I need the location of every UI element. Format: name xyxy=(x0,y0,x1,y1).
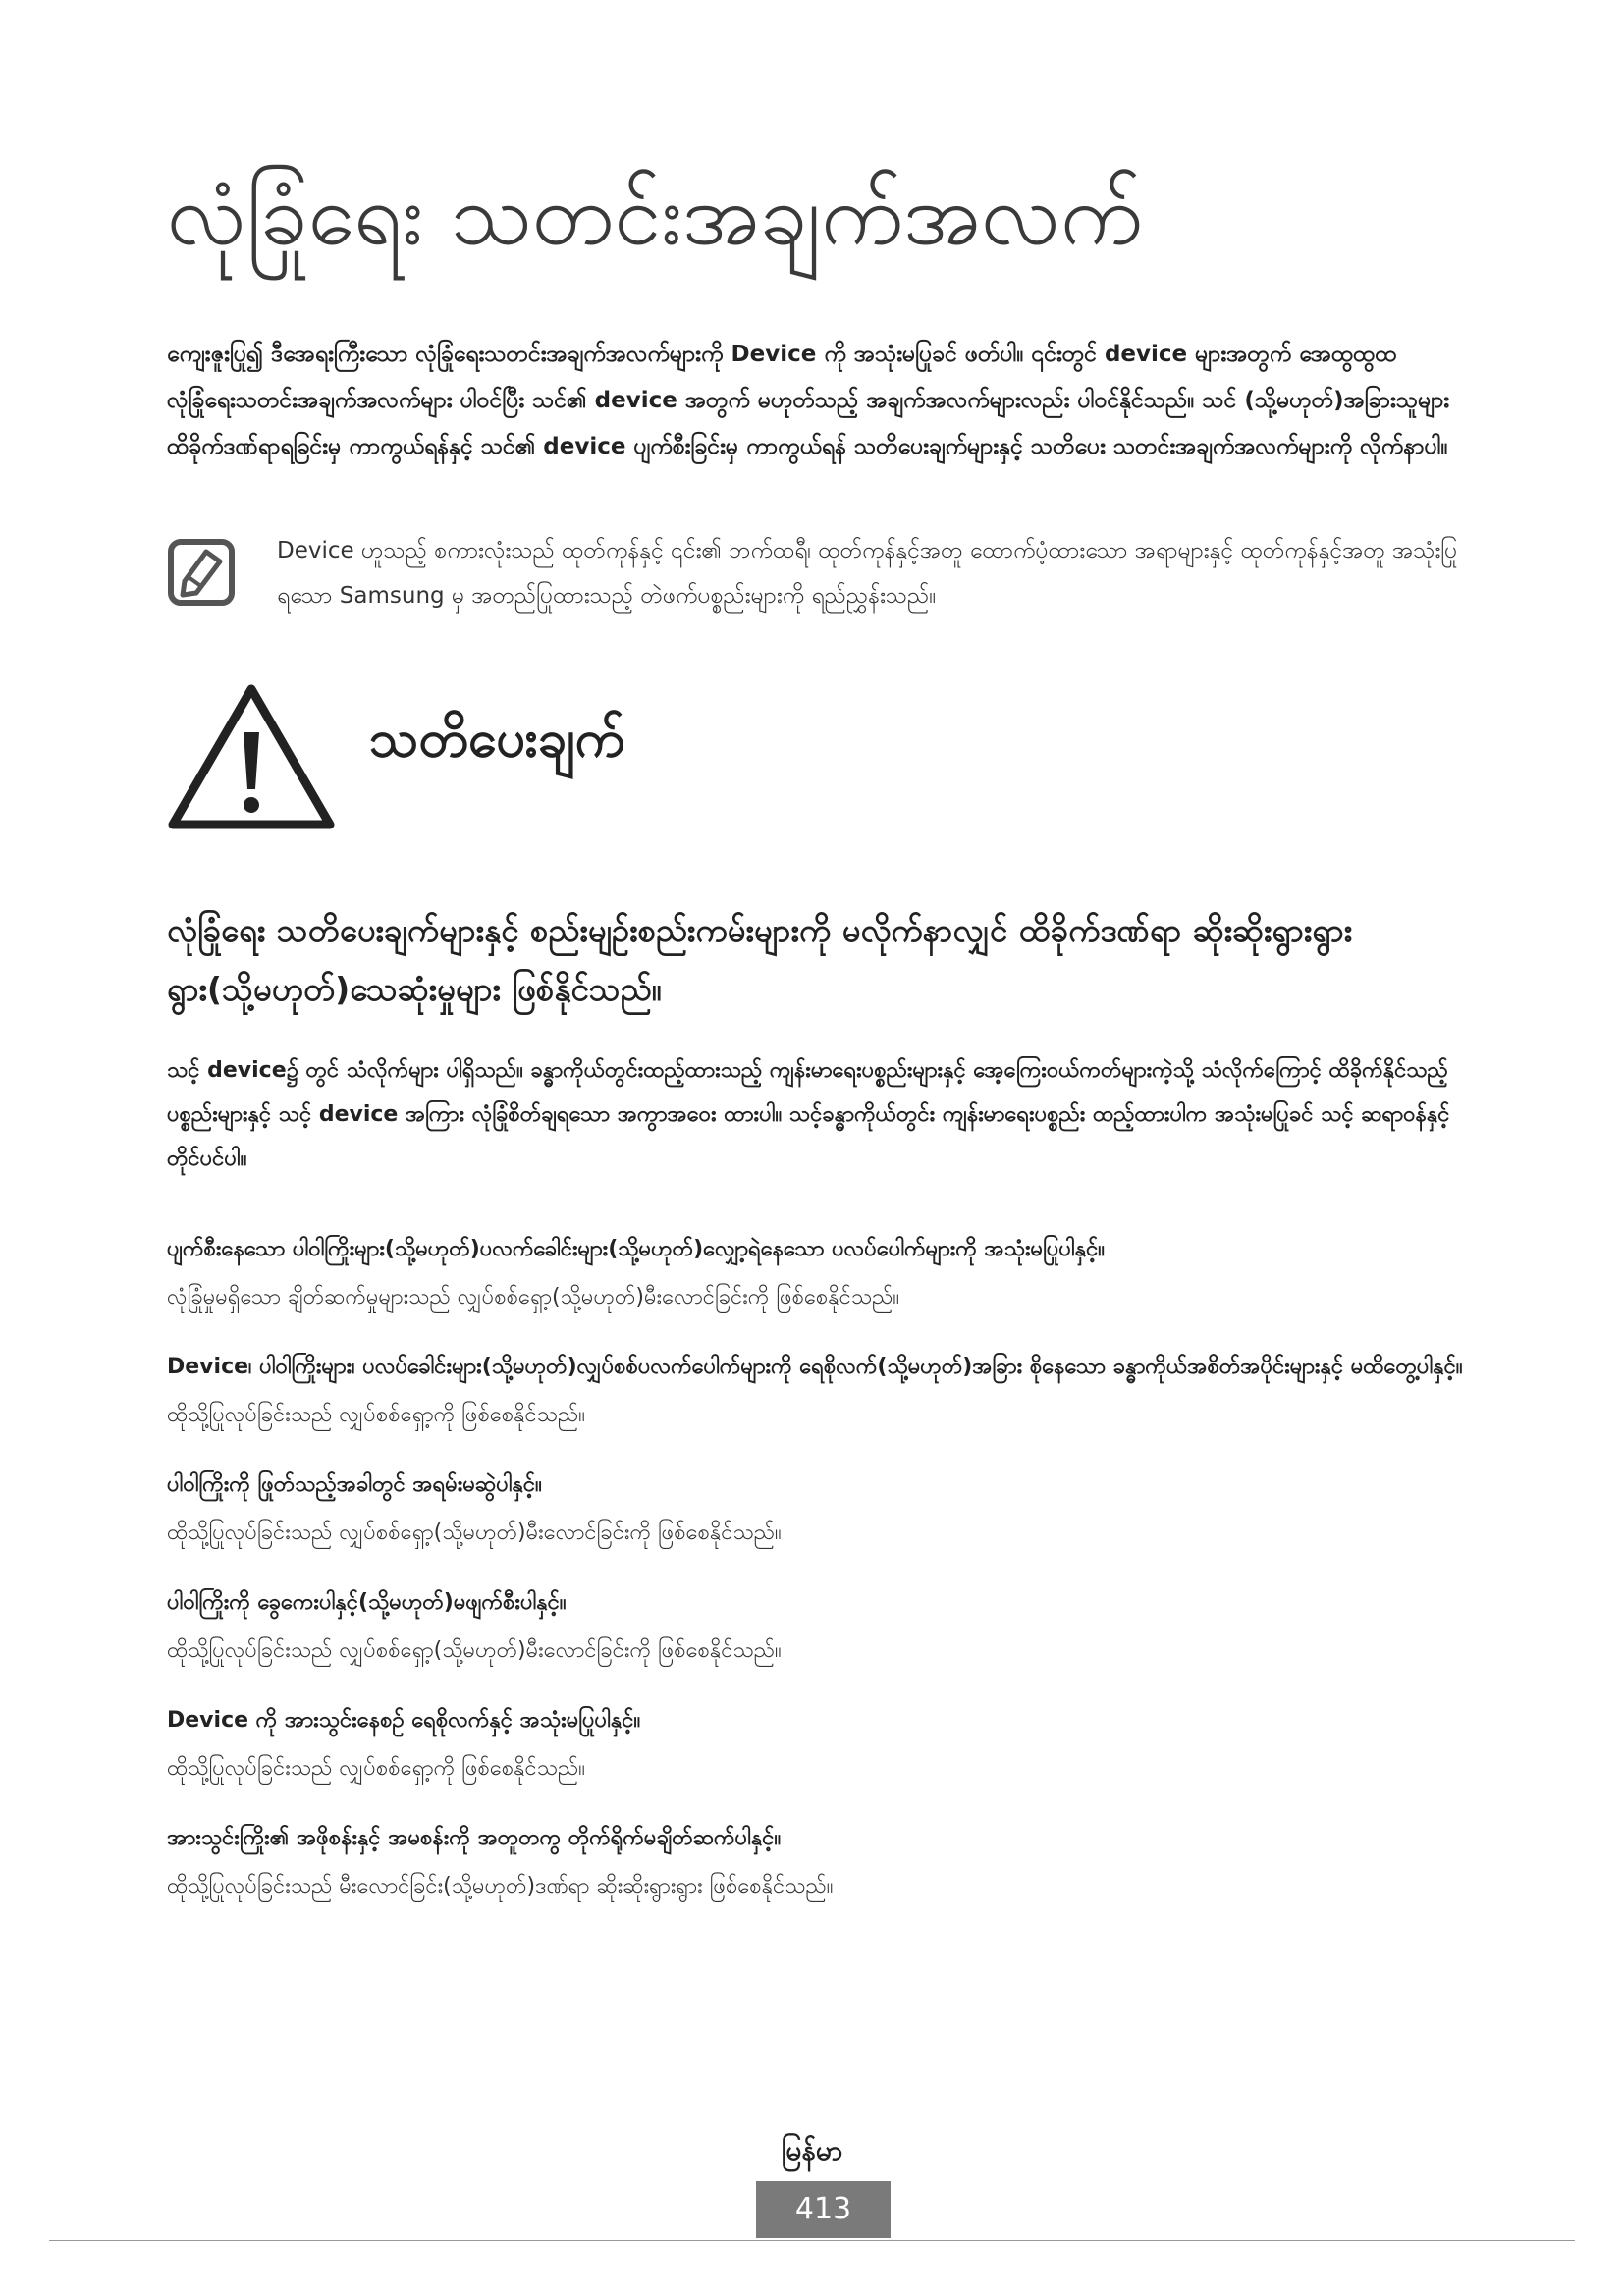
warning-lead: လုံခြုံရေး သတိပေးချက်များနှင့် စည်းမျဥ်းစည်းကမ်းများကို မလိုက်နာလျှင် ထိခိုက်ဒဏ်ရာ ဆိုးဆိုးရွားရွားရွား(သို့မဟုတ်)သေဆုံးမှုများ ဖြစ်နိုင်သည်။ xyxy=(167,911,1353,1008)
item-body: ထိုသို့ပြုလုပ်ခြင်းသည် လျှပ်စစ်ရှော့ကို ဖြစ်စေနိုင်သည်။ xyxy=(167,1403,585,1427)
warning-heading: သတိပေးချက် xyxy=(369,710,625,769)
item-body: ထိုသို့ပြုလုပ်ခြင်းသည် လျှပ်စစ်ရှော့(သို့မဟုတ်)မီးလောင်ခြင်းကို ဖြစ်စေနိုင်သည်။ xyxy=(167,1638,782,1663)
item-body: ထိုသို့ပြုလုပ်ခြင်းသည် လျှပ်စစ်ရှော့(သို့မဟုတ်)မီးလောင်ခြင်းကို ဖြစ်စေနိုင်သည်။ xyxy=(167,1521,782,1545)
item-heading: ပါဝါကြိုးကို ဖြုတ်သည့်အခါတွင် အရမ်းမဆွဲပါနှင့်။ xyxy=(167,1472,542,1497)
footer-language: မြန်မာ xyxy=(781,2134,843,2166)
item-body: လုံခြုံမှုမရှိသော ချိတ်ဆက်မှုများသည် လျှပ်စစ်ရှော့(သို့မဟုတ်)မီးလောင်ခြင်းကို ဖြစ်စေနိုင်သည်။ xyxy=(167,1285,900,1309)
item-body: ထိုသို့ပြုလုပ်ခြင်းသည် မီးလောင်ခြင်း(သို့မဟုတ်)ဒဏ်ရာ ဆိုးဆိုးရွားရွား ဖြစ်စေနိုင်သည်။ xyxy=(167,1874,834,1898)
list-item xyxy=(167,1345,1473,1437)
note-text: Device ဟူသည့် စကားလုံးသည် ထုတ်ကုန်နှင့် ၎င်း၏ ဘက်ထရီ၊ ထုတ်ကုန်နှင့်အတူ ထောက်ပံ့ထားသော အရာများနှင့် ထုတ်ကုန်နှင့်အတူ အသုံးပြုရသော Samsung မှ အတည်ပြုထားသည့် တဲဖက်ပစ္စည်းများကို ရည်ညွှန်းသည်။ xyxy=(277,538,1458,609)
item-heading: Device ကို အားသွင်းနေစဥ် ရေစိုလက်နှင့် အသုံးမပြုပါနှင့်။ xyxy=(167,1708,641,1733)
item-heading: အားသွင်းကြိုး၏ အဖိုစန်းနှင့် အမစန်းကို အတူတကွ တိုက်ရိုက်မချိတ်ဆက်ပါနှင့်။ xyxy=(167,1826,782,1850)
intro-paragraph: ကျေးဇူးပြု၍ ဒီအေရးကြီးသော လုံခြုံရေးသတင်းအချက်အလက်များကို Device ကို အသုံးမပြုခင် ဖတ်ပါ။ ၎င်းတွင် device များအတွက် အေထွထွထ လုံခြုံရေးသတင်းအချက်အလက်များ ပါဝင်ပြီး သင်၏ device အတွက် မဟုတ်သည့် အချက်အလက်များလည်း ပါဝင်နိုင်သည်။ သင် (သို့မဟုတ်)အခြားသူများ ထိခိုက်ဒဏ်ရာရခြင်းမှ ကာကွယ်ရန်နှင့် သင်၏ device ပျက်စီးခြင်းမှ ကာကွယ်ရန် သတိပေးချက်များနှင့် သတိပေး သတင်းအချက်အလက်များကို လိုက်နာပါ။ xyxy=(167,342,1450,459)
item-heading: ပျက်စီးနေသော ပါဝါကြိုးများ(သို့မဟုတ်)ပလက်ခေါင်းများ(သို့မဟုတ်)လျှော့ရဲနေသော ပလပ်ပေါက်များကို အသုံးမပြုပါနှင့်။ xyxy=(167,1237,1105,1261)
warning-paragraph: သင့် device၌ တွင် သံလိုက်များ ပါရှိသည်။ ခန္ဓာကိုယ်တွင်းထည့်ထားသည့် ကျန်းမာရေးပစ္စည်းများနှင့် အေ့ကြေးဝယ်ကတ်များကဲ့သို့ သံလိုက်ကြောင့် ထိခိုက်နိုင်သည့် ပစ္စည်းများနှင့် သင့် device အကြား လုံခြုံစိတ်ချရသော အကွာအဝေး ထားပါ။ သင့်ခန္ဓာကိုယ်တွင်း ကျန်းမာရေးပစ္စည်း ထည့်ထားပါက အသုံးမပြုခင် သင့် ဆရာဝန်နှင့် တိုင်ပင်ပါ။ xyxy=(167,1058,1450,1171)
note-pencil-icon xyxy=(167,538,236,607)
list-item xyxy=(167,1580,1473,1673)
list-item xyxy=(167,1227,1473,1319)
item-heading: Device၊ ပါဝါကြိုးများ၊ ပလပ်ခေါင်းများ(သို့မဟုတ်)လျှပ်စစ်ပလက်ပေါက်များကို ရေစိုလက်(သို့မဟုတ်)အခြား စိုနေသော ခန္ဓာကိုယ်အစိတ်အပိုင်းများနှင့် မထိတွေ့ပါနှင့်။ xyxy=(167,1355,1463,1379)
safety-items-list xyxy=(167,1227,1473,1934)
page-title: လုံခြုံရေး သတင်းအချက်အလက် xyxy=(167,166,1143,264)
item-body: ထိုသို့ပြုလုပ်ခြင်းသည် လျှပ်စစ်ရှော့ကို ဖြစ်စေနိုင်သည်။ xyxy=(167,1756,585,1781)
list-item xyxy=(167,1816,1473,1908)
page-number: 413 xyxy=(756,2181,891,2238)
list-item xyxy=(167,1698,1473,1790)
item-heading: ပါဝါကြိုးကို ခွေကေးပါနှင့်(သို့မဟုတ်)မဖျက်စီးပါနှင့်။ xyxy=(167,1590,567,1615)
list-item xyxy=(167,1463,1473,1555)
warning-triangle-icon xyxy=(167,681,336,830)
footer-divider xyxy=(49,2240,1575,2241)
